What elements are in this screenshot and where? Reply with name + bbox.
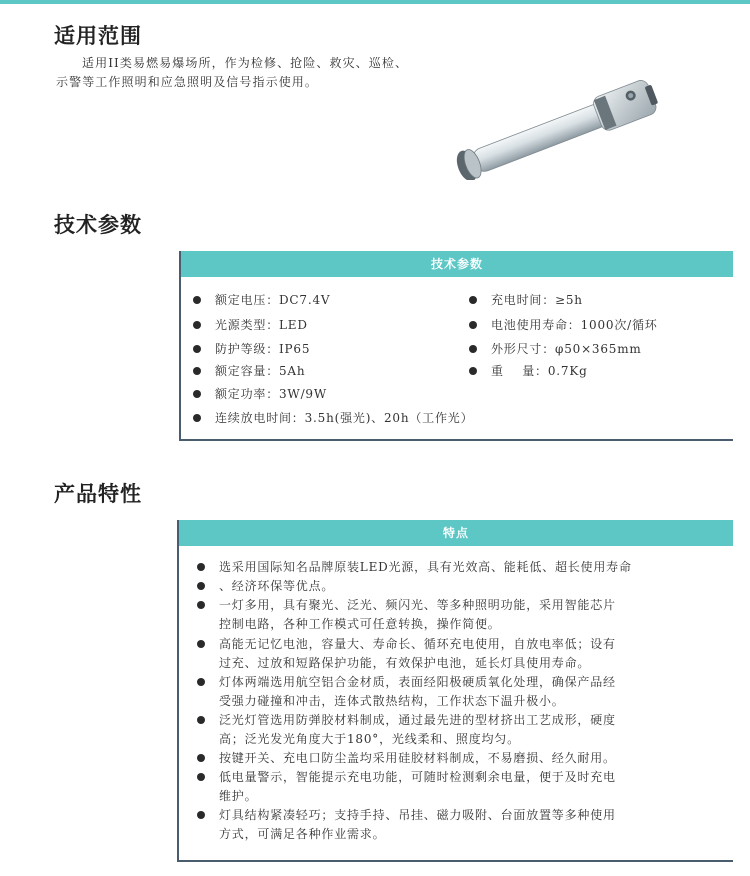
feature-item-compact: 灯具结构紧凑轻巧；支持手持、吊挂、磁力吸附、台面放置等多种使用 方式，可满足各种作业需求。 (197, 806, 702, 844)
spec-item-dimensions: 外形尺寸：φ50×365mm (469, 340, 642, 357)
feature-item-led: 选采用国际知名品牌原装LED光源，具有光效高、能耗低、超长使用寿命 (197, 558, 702, 577)
bullet-icon (193, 345, 201, 353)
feature-item-multi-mode: 一灯多用，具有聚光、泛光、频闪光、等多种照明功能，采用智能芯片 控制电路，各种工作模式可任意转换，操作简便。 (197, 596, 702, 634)
bullet-icon (193, 321, 201, 329)
spec-item-charge-time: 充电时间：≥5h (469, 291, 583, 308)
feature-item-body-material: 灯体两端选用航空铝合金材质，表面经阳极硬质氧化处理，确保产品经 受强力碰撞和冲击，连体式散热结构，工作状态下温升极小。 (197, 673, 702, 711)
bullet-icon (469, 345, 477, 353)
bullet-icon (197, 640, 205, 648)
spec-panel (179, 251, 733, 441)
bullet-icon (193, 414, 201, 422)
feature-item-silicone-parts: 按键开关、充电口防尘盖均采用硅胶材料制成，不易磨损、经久耐用。 (197, 749, 702, 768)
bullet-icon (197, 716, 205, 724)
spec-item-capacity: 额定容量：5Ah (193, 362, 305, 379)
features-panel-header: 特点 (179, 520, 733, 546)
spec-item-discharge: 连续放电时间：3.5h(强光)、20h（工作光） (193, 409, 473, 426)
bullet-icon (197, 811, 205, 819)
scope-line-2: 示警等工作照明和应急照明及信号指示使用。 (56, 75, 319, 89)
bullet-icon (193, 367, 201, 375)
bullet-icon (193, 390, 201, 398)
spec-item-power: 额定功率：3W/9W (193, 385, 327, 402)
section-title-features: 产品特性 (54, 482, 142, 506)
bullet-icon (469, 367, 477, 375)
spec-item-battery-life: 电池使用寿命：1000次/循环 (469, 316, 658, 333)
top-accent-rule (0, 0, 750, 4)
scope-line-1: 适用II类易燃易爆场所，作为检修、抢险、救灾、巡检、 (82, 56, 409, 70)
bullet-icon (193, 296, 201, 304)
spec-panel-header: 技术参数 (181, 251, 733, 277)
bullet-icon (197, 678, 205, 686)
features-panel (177, 520, 733, 862)
bullet-icon (197, 582, 205, 590)
section-title-scope: 适用范围 (54, 24, 142, 48)
feature-item-low-battery: 低电量警示，智能提示充电功能，可随时检测剩余电量，便于及时充电 维护。 (197, 768, 702, 806)
bullet-icon (469, 321, 477, 329)
spec-item-protection: 防护等级：IP65 (193, 340, 310, 357)
feature-item-battery: 高能无记忆电池，容量大、寿命长、循环充电使用，自放电率低；设有 过充、过放和短路保护功能，有效保护电池，延长灯具使用寿命。 (197, 635, 702, 673)
spec-item-voltage: 额定电压：DC7.4V (193, 291, 330, 308)
bullet-icon (197, 773, 205, 781)
feature-item-eco: 、经济环保等优点。 (197, 577, 702, 596)
spec-item-weight: 重 量：0.7Kg (469, 362, 588, 379)
bullet-icon (197, 563, 205, 571)
spec-item-light-source: 光源类型：LED (193, 316, 308, 333)
bullet-icon (469, 296, 477, 304)
flashlight-product-image (440, 80, 670, 180)
scope-description (56, 54, 476, 92)
bullet-icon (197, 754, 205, 762)
bullet-icon (197, 601, 205, 609)
feature-item-floodlight-tube: 泛光灯管选用防弹胶材料制成，通过最先进的型材挤出工艺成形，硬度 高；泛光发光角度大于180°，光线柔和、照度均匀。 (197, 711, 702, 749)
section-title-tech: 技术参数 (54, 213, 142, 237)
